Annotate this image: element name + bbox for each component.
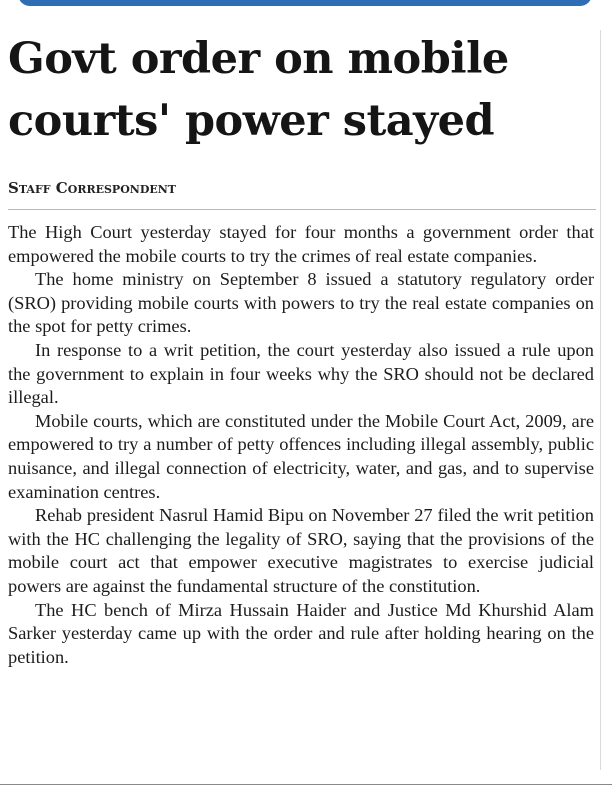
article-paragraph: The home ministry on September 8 issued a statutory regulatory order (SRO) providing mobile courts with powers to try the real estate companies on the spot for petty crimes. xyxy=(8,269,594,337)
bottom-divider xyxy=(0,784,612,785)
section-color-bar xyxy=(18,0,592,6)
article-paragraph: Rehab president Nasrul Hamid Bipu on November 27 filed the writ petition with the HC challenging the legality of SRO, saying that the provisions of the mobile court act that empower executive magistrates to exercise judicial powers are against the fundamental structure of the constitution. xyxy=(8,505,594,596)
article-byline: Staff Correspondent xyxy=(8,179,176,197)
article-paragraph: The High Court yesterday stayed for four months a government order that empowered the mobile courts to try the crimes of real estate companies. xyxy=(8,222,594,266)
article-paragraph: Mobile courts, which are constituted under the Mobile Court Act, 2009, are empowered to try a number of petty offences including illegal assembly, public nuisance, and illegal connection of electricity, water, and gas, and to supervise examination centres. xyxy=(8,410,594,502)
article-headline: Govt order on mobile courts' power stayed xyxy=(8,34,509,146)
column-divider xyxy=(600,30,601,770)
byline-divider xyxy=(8,209,596,210)
article-paragraph: The HC bench of Mirza Hussain Haider and Justice Md Khurshid Alam Sarker yesterday came up with the order and rule after holding hearing on the petition. xyxy=(8,599,594,667)
article-body xyxy=(8,221,594,669)
article-paragraph: In response to a writ petition, the court yesterday also issued a rule upon the government to explain in four weeks why the SRO should not be declared illegal. xyxy=(8,339,594,408)
